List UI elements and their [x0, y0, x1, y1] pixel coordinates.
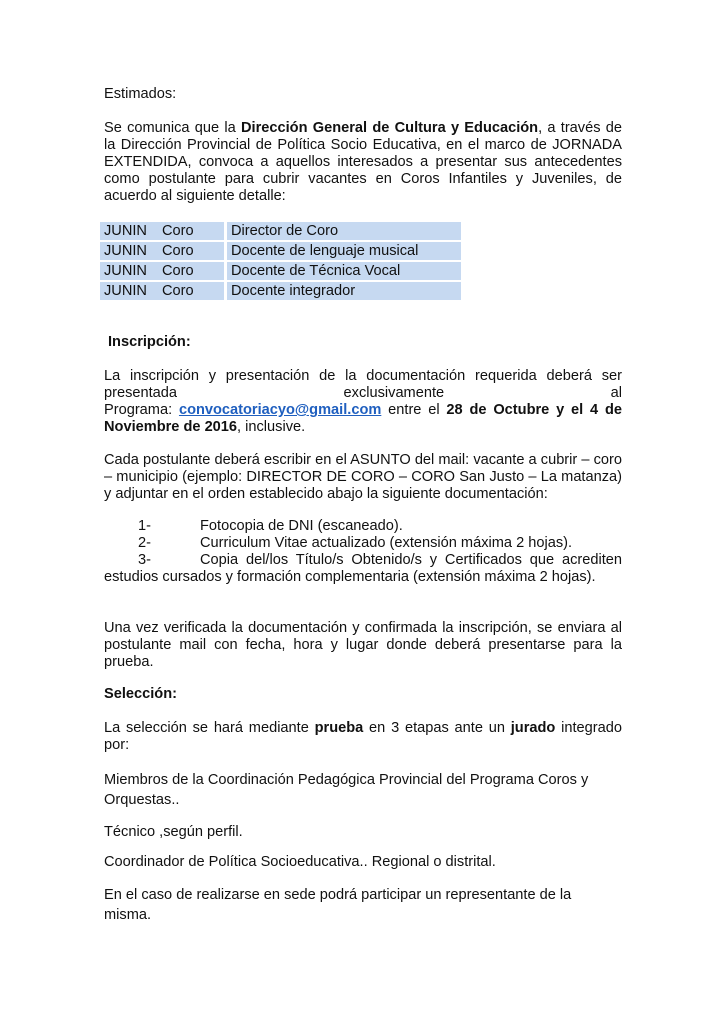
inscripcion-line-1: La inscripción y presentación de la documentación requerida deberá ser — [104, 368, 622, 384]
list-item-text: Curriculum Vitae actualizado (extensión máxima 2 hojas). — [200, 535, 573, 551]
vacancy-role: Docente de lenguaje musical — [227, 242, 461, 260]
list-item-text: Copia del/los Título/s Obtenido/s y Certificados que acrediten estudios cursados y formación complementaria (extensión máxima 2 hojas). — [104, 552, 622, 585]
documents-list — [104, 518, 622, 586]
program-label: Programa: — [104, 402, 179, 418]
seleccion-jurado: jurado — [510, 720, 556, 736]
intro-org-name: Dirección General de Cultura y Educación — [241, 120, 539, 136]
vacancy-city: JUNIN — [100, 262, 158, 280]
vacancy-role: Docente de Técnica Vocal — [227, 262, 461, 280]
list-item-text: Fotocopia de DNI (escaneado). — [200, 518, 403, 534]
inscripcion-heading: Inscripción: — [108, 334, 191, 350]
seleccion-text-mid: en 3 etapas ante un — [363, 720, 511, 736]
intro-text-pre: Se comunica que la — [104, 120, 241, 136]
inscripcion-text-end: , inclusive. — [237, 419, 306, 435]
jury-member: En el caso de realizarse en sede podrá participar un representante de la misma. — [104, 887, 572, 923]
vacancy-city: JUNIN — [100, 242, 158, 260]
inscripcion-line-2: presentada exclusivamente al — [104, 385, 622, 401]
list-item-number: 2- — [138, 535, 151, 551]
list-item-number: 3- — [138, 552, 151, 568]
seleccion-text-end: integrado por: — [104, 720, 622, 753]
vacancy-city: JUNIN — [100, 222, 158, 240]
table-row — [100, 242, 461, 260]
jury-member: Técnico ,según perfil. — [104, 824, 243, 840]
email-link[interactable]: convocatoriacyo@gmail.com — [178, 402, 382, 418]
seleccion-paragraph — [104, 720, 622, 754]
inscripcion-text-mid: entre el — [381, 402, 447, 418]
seleccion-prueba: prueba — [314, 720, 364, 736]
list-item — [104, 535, 622, 552]
vacancy-type: Coro — [158, 262, 227, 280]
vacancy-type: Coro — [158, 222, 227, 240]
table-row — [100, 222, 461, 240]
greeting: Estimados: — [104, 86, 177, 102]
vacancy-type: Coro — [158, 282, 227, 300]
vacancies-table — [100, 220, 461, 302]
seleccion-text-pre: La selección se hará mediante — [104, 720, 315, 736]
vacancy-role: Director de Coro — [227, 222, 461, 240]
vacancy-city: JUNIN — [100, 282, 158, 300]
inscripcion-dates: 28 de Octubre y el 4 de Noviembre de 2016 — [104, 402, 622, 435]
inscripcion-paragraph — [104, 368, 622, 436]
list-item — [104, 518, 622, 535]
table-row — [100, 262, 461, 280]
table-row — [100, 282, 461, 300]
intro-paragraph — [104, 120, 622, 205]
vacancy-type: Coro — [158, 242, 227, 260]
jury-member: Miembros de la Coordinación Pedagógica Provincial del Programa Coros y Orquestas.. — [104, 772, 589, 808]
jury-member: Coordinador de Política Socioeducativa.. Regional o distrital. — [104, 854, 496, 870]
vacancy-role: Docente integrador — [227, 282, 461, 300]
list-item — [104, 552, 622, 586]
intro-text-post: , a través de la Dirección Provincial de Política Socio Educativa, en el marco de JORNADA EXTENDIDA, convoca a aquellos interesados a presentar sus antecedentes como postulante para cubrir vacantes en Coros Infantiles y Juveniles, de acuerdo al siguiente detalle: — [104, 120, 622, 204]
seleccion-heading: Selección: — [104, 686, 177, 702]
confirmation-paragraph: Una vez verificada la documentación y confirmada la inscripción, se enviara al postulante mail con fecha, hora y lugar donde deberá presentarse para la prueba. — [104, 620, 622, 670]
list-item-number: 1- — [138, 518, 151, 534]
asunto-paragraph: Cada postulante deberá escribir en el ASUNTO del mail: vacante a cubrir – coro – municipio (ejemplo: DIRECTOR DE CORO – CORO San Justo – La matanza) y adjuntar en el orden establecido abajo la siguiente documentación: — [104, 452, 622, 502]
